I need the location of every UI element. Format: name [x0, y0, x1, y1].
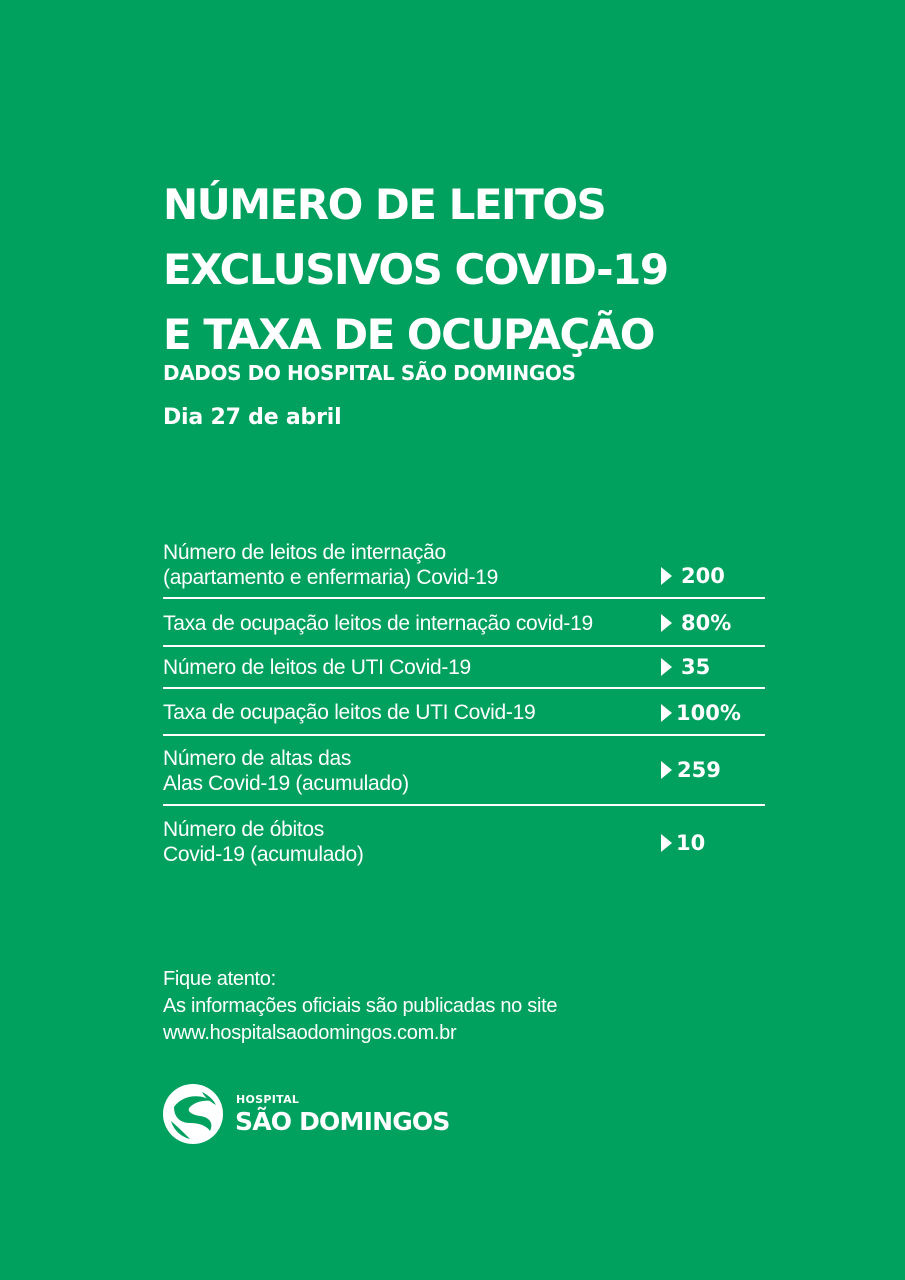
triangle-right-icon — [661, 567, 672, 585]
stats-row-label — [163, 817, 364, 867]
title-line: EXCLUSIVOS COVID-19 — [163, 245, 668, 294]
stats-row-label-line: (apartamento e enfermaria) Covid-19 — [163, 566, 498, 589]
stats-value: 200 — [681, 564, 725, 588]
footer-line: As informações oficiais são publicadas no site — [163, 995, 558, 1017]
stats-row-label-line: Covid-19 (acumulado) — [163, 843, 364, 866]
footer-website: www.hospitalsaodomingos.com.br — [163, 1022, 457, 1044]
stats-row-label — [163, 540, 498, 590]
stats-row-value — [661, 758, 721, 782]
triangle-right-icon — [661, 834, 672, 852]
stats-row-value — [661, 611, 731, 635]
stats-row-label-line: Número de leitos de internação — [163, 541, 446, 564]
stats-row — [163, 736, 765, 806]
hospital-logo-icon — [162, 1083, 224, 1145]
stats-row — [163, 647, 765, 689]
stats-row-value — [661, 655, 710, 679]
footer-line: Fique atento: — [163, 968, 276, 990]
stats-row-label-line: Número de óbitos — [163, 818, 324, 841]
hospital-logo — [162, 1083, 482, 1145]
footer-note — [163, 966, 557, 1047]
stats-value: 259 — [677, 758, 721, 782]
logo-big-text: SÃO DOMINGOS — [235, 1107, 450, 1136]
stats-row-value — [661, 701, 741, 725]
stats-row — [163, 806, 765, 876]
stats-value: 10 — [676, 831, 706, 855]
title-line: E TAXA DE OCUPAÇÃO — [163, 310, 654, 359]
logo-small-text: HOSPITAL — [236, 1093, 300, 1106]
stats-value: 100% — [676, 701, 741, 725]
stats-row-label-line: Taxa de ocupação leitos de internação covid-19 — [163, 612, 593, 635]
stats-row-label-line: Taxa de ocupação leitos de UTI Covid-19 — [163, 701, 536, 724]
stats-row-label — [163, 746, 409, 796]
stats-row-label-line: Número de altas das — [163, 747, 352, 770]
stats-row-label-line: Alas Covid-19 (acumulado) — [163, 772, 409, 795]
stats-table — [163, 540, 765, 876]
stats-row-value — [661, 831, 705, 855]
stats-row-label — [163, 611, 593, 636]
triangle-right-icon — [661, 658, 672, 676]
stats-value: 35 — [681, 655, 711, 679]
stats-row — [163, 540, 765, 599]
title-line: NÚMERO DE LEITOS — [163, 180, 606, 229]
stats-row-label — [163, 655, 471, 680]
stats-row — [163, 689, 765, 736]
triangle-right-icon — [661, 614, 672, 632]
stats-row-label — [163, 700, 535, 725]
triangle-right-icon — [661, 761, 672, 779]
page-title — [163, 172, 668, 367]
subtitle: DADOS DO HOSPITAL SÃO DOMINGOS — [163, 361, 576, 385]
stats-row — [163, 599, 765, 647]
stats-value: 80% — [681, 611, 732, 635]
triangle-right-icon — [661, 704, 672, 722]
stats-row-value — [661, 564, 725, 588]
date-label: Dia 27 de abril — [163, 405, 342, 430]
stats-row-label-line: Número de leitos de UTI Covid-19 — [163, 656, 471, 679]
